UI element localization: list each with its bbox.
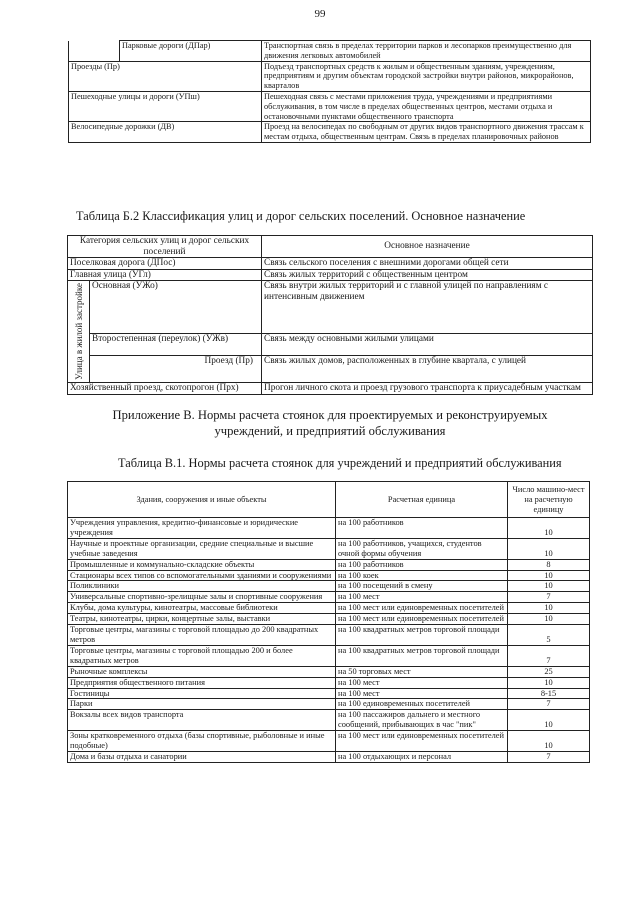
table-header-row bbox=[68, 236, 593, 258]
table-row bbox=[68, 269, 593, 281]
count-cell: 10 bbox=[508, 614, 590, 625]
count-cell: 10 bbox=[508, 710, 590, 731]
unit-cell: на 100 работников bbox=[336, 559, 508, 570]
table-row bbox=[68, 625, 590, 646]
table-row bbox=[68, 581, 590, 592]
object-cell: Театры, кинотеатры, цирки, концертные залы, выставки bbox=[68, 614, 336, 625]
purpose-cell: Транспортная связь в пределах территории парков и лесопарков преимущественно для движения легковых автомобилей bbox=[262, 41, 591, 62]
group-label: Улица в жилой застройке bbox=[68, 281, 90, 383]
count-cell: 10 bbox=[508, 538, 590, 559]
category-cell: Парковые дороги (ДПар) bbox=[120, 41, 262, 62]
table-row bbox=[68, 731, 590, 752]
table-row bbox=[68, 710, 590, 731]
unit-cell: на 100 работников, учащихся, студентов очной формы обучения bbox=[336, 538, 508, 559]
object-cell: Парки bbox=[68, 699, 336, 710]
count-cell: 8 bbox=[508, 559, 590, 570]
unit-cell: на 100 мест bbox=[336, 688, 508, 699]
count-cell: 10 bbox=[508, 581, 590, 592]
count-cell: 10 bbox=[508, 731, 590, 752]
table-row bbox=[68, 645, 590, 666]
unit-cell: на 100 мест или единовременных посетителей bbox=[336, 614, 508, 625]
table-row bbox=[68, 518, 590, 539]
table-b2-caption: Таблица Б.2 Классификация улиц и дорог сельских поселений. Основное назначение bbox=[76, 209, 526, 223]
object-cell: Предприятия общественного питания bbox=[68, 677, 336, 688]
table-row bbox=[68, 699, 590, 710]
object-cell: Клубы, дома культуры, кинотеатры, массовые библиотеки bbox=[68, 603, 336, 614]
object-cell: Гостиницы bbox=[68, 688, 336, 699]
unit-cell: на 100 работников bbox=[336, 518, 508, 539]
object-cell: Рыночные комплексы bbox=[68, 666, 336, 677]
header-count: Число машино-мест на расчетную единицу bbox=[508, 482, 590, 518]
unit-cell: на 100 мест или единовременных посетителей bbox=[336, 603, 508, 614]
unit-cell: на 50 торговых мест bbox=[336, 666, 508, 677]
category-cell: Главная улица (УГл) bbox=[68, 269, 262, 281]
unit-cell: на 100 посещений в смену bbox=[336, 581, 508, 592]
table-row bbox=[69, 41, 591, 62]
header-category: Категория сельских улиц и дорог сельских поселений bbox=[68, 236, 262, 258]
table-row bbox=[68, 751, 590, 762]
table-row bbox=[68, 592, 590, 603]
table-row bbox=[69, 122, 591, 143]
object-cell: Универсальные спортивно-зрелищные залы и спортивные сооружения bbox=[68, 592, 336, 603]
table-row bbox=[69, 91, 591, 121]
table-header-row bbox=[68, 482, 590, 518]
count-cell: 5 bbox=[508, 625, 590, 646]
table-row bbox=[69, 61, 591, 91]
table-row bbox=[68, 614, 590, 625]
purpose-cell: Связь жилых домов, расположенных в глубине квартала, с улицей bbox=[262, 355, 593, 382]
unit-cell: на 100 мест bbox=[336, 677, 508, 688]
count-cell: 25 bbox=[508, 666, 590, 677]
table-row bbox=[68, 666, 590, 677]
table-row bbox=[68, 333, 593, 355]
table-row bbox=[68, 570, 590, 581]
unit-cell: на 100 единовременных посетителей bbox=[336, 699, 508, 710]
object-cell: Зоны кратковременного отдыха (базы спортивные, рыболовные и иные подобные) bbox=[68, 731, 336, 752]
count-cell: 10 bbox=[508, 603, 590, 614]
unit-cell: на 100 мест bbox=[336, 592, 508, 603]
object-cell: Вокзалы всех видов транспорта bbox=[68, 710, 336, 731]
object-cell: Промышленные и коммунально-складские объекты bbox=[68, 559, 336, 570]
table-row bbox=[68, 281, 593, 333]
category-cell: Хозяйственный проезд, скотопрогон (Прх) bbox=[68, 383, 262, 395]
count-cell: 7 bbox=[508, 699, 590, 710]
unit-cell: на 100 коек bbox=[336, 570, 508, 581]
purpose-cell: Прогон личного скота и проезд грузового транспорта к приусадебным участкам bbox=[262, 383, 593, 395]
count-cell: 7 bbox=[508, 592, 590, 603]
unit-cell: на 100 мест или единовременных посетителей bbox=[336, 731, 508, 752]
unit-cell: на 100 квадратных метров торговой площади bbox=[336, 645, 508, 666]
purpose-cell: Подъезд транспортных средств к жилым и общественным зданиям, учреждениям, предприятиям и другим объектам городской застройки внутри районов, микрорайонов, кварталов bbox=[262, 61, 591, 91]
category-cell: Велосипедные дорожки (ДВ) bbox=[69, 122, 262, 143]
page-number: 99 bbox=[314, 8, 326, 20]
header-object: Здания, сооружения и иные объекты bbox=[68, 482, 336, 518]
header-unit: Расчетная единица bbox=[336, 482, 508, 518]
category-cell: Основная (УЖо) bbox=[90, 281, 262, 333]
count-cell: 10 bbox=[508, 570, 590, 581]
appendix-title: Приложение В. Нормы расчета стоянок для проектируемых и реконструируемых учреждений, и предприятий обслуживания bbox=[112, 408, 548, 438]
parking-norms-table bbox=[67, 481, 590, 763]
count-cell: 7 bbox=[508, 751, 590, 762]
count-cell: 7 bbox=[508, 645, 590, 666]
unit-cell: на 100 пассажиров дальнего и местного сообщений, прибывающих в час "пик" bbox=[336, 710, 508, 731]
table-row bbox=[68, 355, 593, 382]
category-cell: Поселковая дорога (ДПос) bbox=[68, 258, 262, 270]
table-row bbox=[68, 258, 593, 270]
table-row bbox=[68, 559, 590, 570]
purpose-cell: Связь между основными жилыми улицами bbox=[262, 333, 593, 355]
object-cell: Торговые центры, магазины с торговой площадью 200 и более квадратных метров bbox=[68, 645, 336, 666]
object-cell: Стационары всех типов со вспомогательными зданиями и сооружениями bbox=[68, 570, 336, 581]
purpose-cell: Пешеходная связь с местами приложения труда, учреждениями и предприятиями обслуживания, в том числе в пределах общественных центров, местами отдыха и остановочными пунктами общественного транспорта bbox=[262, 91, 591, 121]
category-cell: Проезд (Пр) bbox=[90, 355, 262, 382]
category-cell: Проезды (Пр) bbox=[69, 61, 262, 91]
object-cell: Дома и базы отдыха и санатории bbox=[68, 751, 336, 762]
table-row bbox=[68, 603, 590, 614]
object-cell: Научные и проектные организации, средние специальные и высшие учебные заведения bbox=[68, 538, 336, 559]
header-purpose: Основное назначение bbox=[262, 236, 593, 258]
parking-norms-body bbox=[68, 518, 590, 763]
table-row bbox=[68, 677, 590, 688]
table-row bbox=[68, 383, 593, 395]
table-row bbox=[68, 688, 590, 699]
purpose-cell: Проезд на велосипедах по свободным от других видов транспортного движения трассам к местам отдыха, общественным центрам. Связь в пределах планировочных районов bbox=[262, 122, 591, 143]
object-cell: Учреждения управления, кредитно-финансовые и юридические учреждения bbox=[68, 518, 336, 539]
street-classification-table-continued bbox=[68, 40, 591, 143]
object-cell: Торговые центры, магазины с торговой площадью до 200 квадратных метров bbox=[68, 625, 336, 646]
purpose-cell: Связь внутри жилых территорий и с главной улицей по направлениям с интенсивным движением bbox=[262, 281, 593, 333]
count-cell: 8-15 bbox=[508, 688, 590, 699]
unit-cell: на 100 отдыхающих и персонал bbox=[336, 751, 508, 762]
category-cell: Второстепенная (переулок) (УЖв) bbox=[90, 333, 262, 355]
object-cell: Поликлиники bbox=[68, 581, 336, 592]
rural-streets-table bbox=[67, 235, 593, 395]
count-cell: 10 bbox=[508, 677, 590, 688]
table-b1-caption: Таблица В.1. Нормы расчета стоянок для учреждений и предприятий обслуживания bbox=[118, 456, 562, 470]
purpose-cell: Связь сельского поселения с внешними дорогами общей сети bbox=[262, 258, 593, 270]
table-row bbox=[68, 538, 590, 559]
count-cell: 10 bbox=[508, 518, 590, 539]
unit-cell: на 100 квадратных метров торговой площади bbox=[336, 625, 508, 646]
category-cell: Пешеходные улицы и дороги (УПш) bbox=[69, 91, 262, 121]
purpose-cell: Связь жилых территорий с общественным центром bbox=[262, 269, 593, 281]
